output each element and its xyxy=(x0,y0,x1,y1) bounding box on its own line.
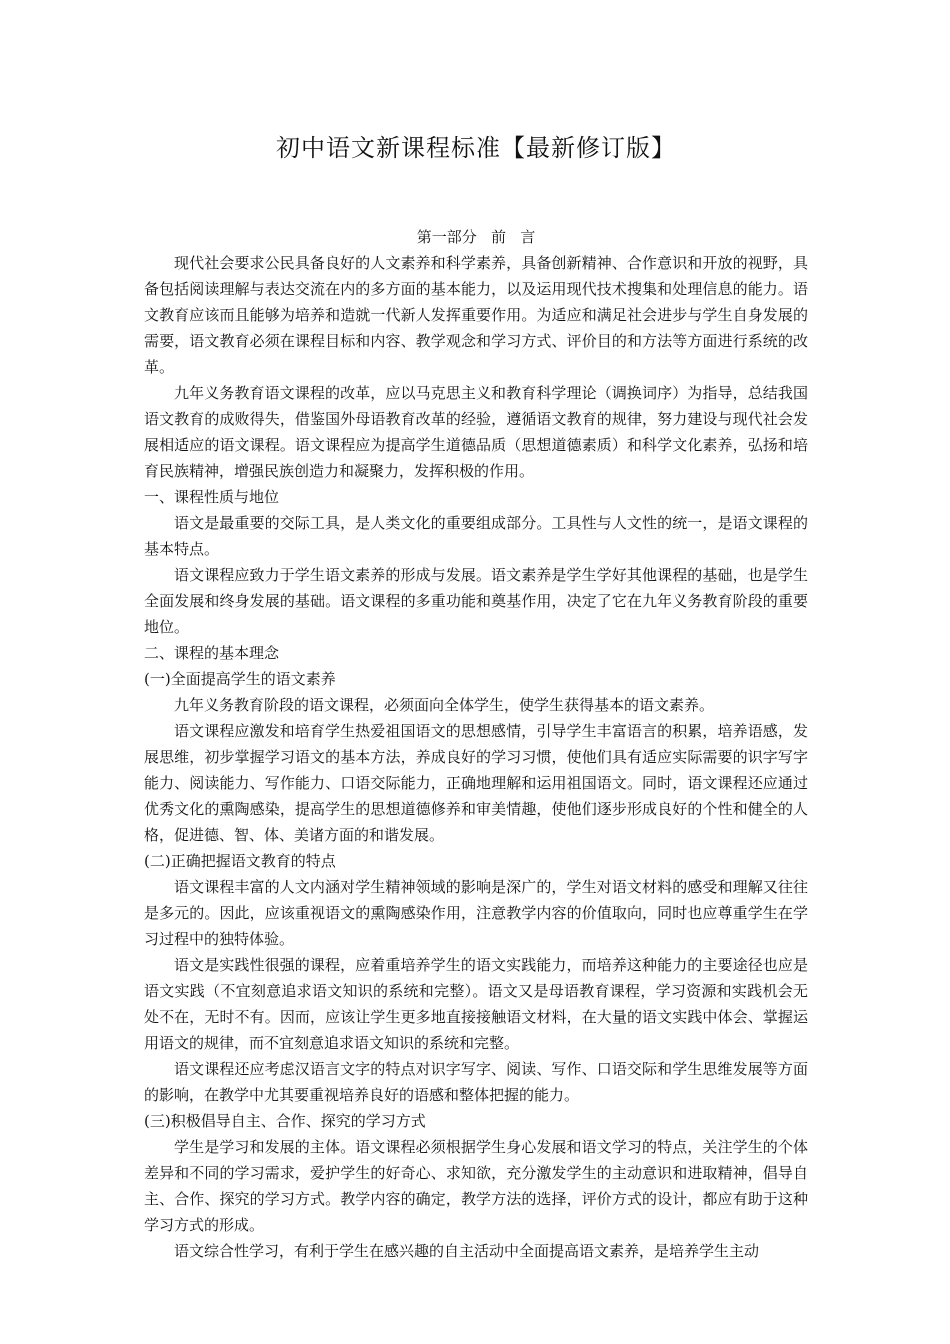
paragraph: 语文是实践性很强的课程，应着重培养学生的语文实践能力，而培养这种能力的主要途径也应是语文实践（不宜刻意追求语文知识的系统和完整）。语文又是母语教育课程，学习资源和实践机会无处不在，无时不有。因而，应该让学生更多地直接接触语文材料，在大量的语文实践中体会、掌握运用语文的规律，而不宜刻意追求语文知识的系统和完整。 xyxy=(144,956,808,1052)
section-heading: 二、课程的基本理念 xyxy=(144,644,280,662)
paragraph: 语文课程应致力于学生语文素养的形成与发展。语文素养是学生学好其他课程的基础，也是学生全面发展和终身发展的基础。语文课程的多重功能和奠基作用，决定了它在九年义务教育阶段的重要地位。 xyxy=(144,566,808,636)
paragraph: 九年义务教育语文课程的改革，应以马克思主义和教育科学理论（调换词序）为指导，总结我国语文教育的成败得失，借鉴国外母语教育改革的经验，遵循语文教育的规律，努力建设与现代社会发展相适应的语文课程。语文课程应为提高学生道德品质（思想道德素质）和科学文化素养，弘扬和培育民族精神，增强民族创造力和凝聚力，发挥积极的作用。 xyxy=(144,384,808,480)
document-title: 初中语文新课程标准【最新修订版】 xyxy=(276,134,676,162)
paragraph: 学生是学习和发展的主体。语文课程必须根据学生身心发展和语文学习的特点，关注学生的个体差异和不同的学习需求，爱护学生的好奇心、求知欲，充分激发学生的主动意识和进取精神，倡导自主、合作、探究的学习方式。教学内容的确定，教学方法的选择，评价方式的设计，都应有助于这种学习方式的形成。 xyxy=(144,1138,808,1234)
paragraph: 现代社会要求公民具备良好的人文素养和科学素养，具备创新精神、合作意识和开放的视野，具备包括阅读理解与表达交流在内的多方面的基本能力，以及运用现代技术搜集和处理信息的能力。语文教育应该而且能够为培养和造就一代新人发挥重要作用。为适应和满足社会进步与学生自身发展的需要，语文教育必须在课程目标和内容、教学观念和学习方式、评价目的和方法等方面进行系统的改革。 xyxy=(144,254,808,376)
paragraph: 语文综合性学习，有利于学生在感兴趣的自主活动中全面提高语文素养，是培养学生主动 xyxy=(174,1242,760,1260)
paragraph: 语文课程还应考虑汉语言文字的特点对识字写字、阅读、写作、口语交际和学生思维发展等方面的影响，在教学中尤其要重视培养良好的语感和整体把握的能力。 xyxy=(144,1060,808,1104)
document-body xyxy=(144,224,808,1264)
paragraph: 九年义务教育阶段的语文课程，必须面向全体学生，使学生获得基本的语文素养。 xyxy=(174,696,715,714)
paragraph: 语文课程应激发和培育学生热爱祖国语文的思想感情，引导学生丰富语言的积累，培养语感，发展思维，初步掌握学习语文的基本方法，养成良好的学习习惯，使他们具有适应实际需要的识字写字能力、阅读能力、写作能力、口语交际能力，正确地理解和运用祖国语文。同时，语文课程还应通过优秀文化的熏陶感染，提高学生的思想道德修养和审美情趣，使他们逐步形成良好的个性和健全的人格，促进德、智、体、美诸方面的和谐发展。 xyxy=(144,722,808,844)
part-heading: 第一部分 前 言 xyxy=(416,228,536,246)
paragraph: 语文课程丰富的人文内涵对学生精神领域的影响是深广的，学生对语文材料的感受和理解又往往是多元的。因此，应该重视语文的熏陶感染作用，注意教学内容的价值取向，同时也应尊重学生在学习过程中的独特体验。 xyxy=(144,878,808,948)
section-heading: (二)正确把握语文教育的特点 xyxy=(144,852,336,870)
section-heading: (三)积极倡导自主、合作、探究的学习方式 xyxy=(144,1112,426,1130)
section-heading: 一、课程性质与地位 xyxy=(144,488,280,506)
section-heading: (一)全面提高学生的语文素养 xyxy=(144,670,336,688)
paragraph: 语文是最重要的交际工具，是人类文化的重要组成部分。工具性与人文性的统一，是语文课程的基本特点。 xyxy=(144,514,808,558)
